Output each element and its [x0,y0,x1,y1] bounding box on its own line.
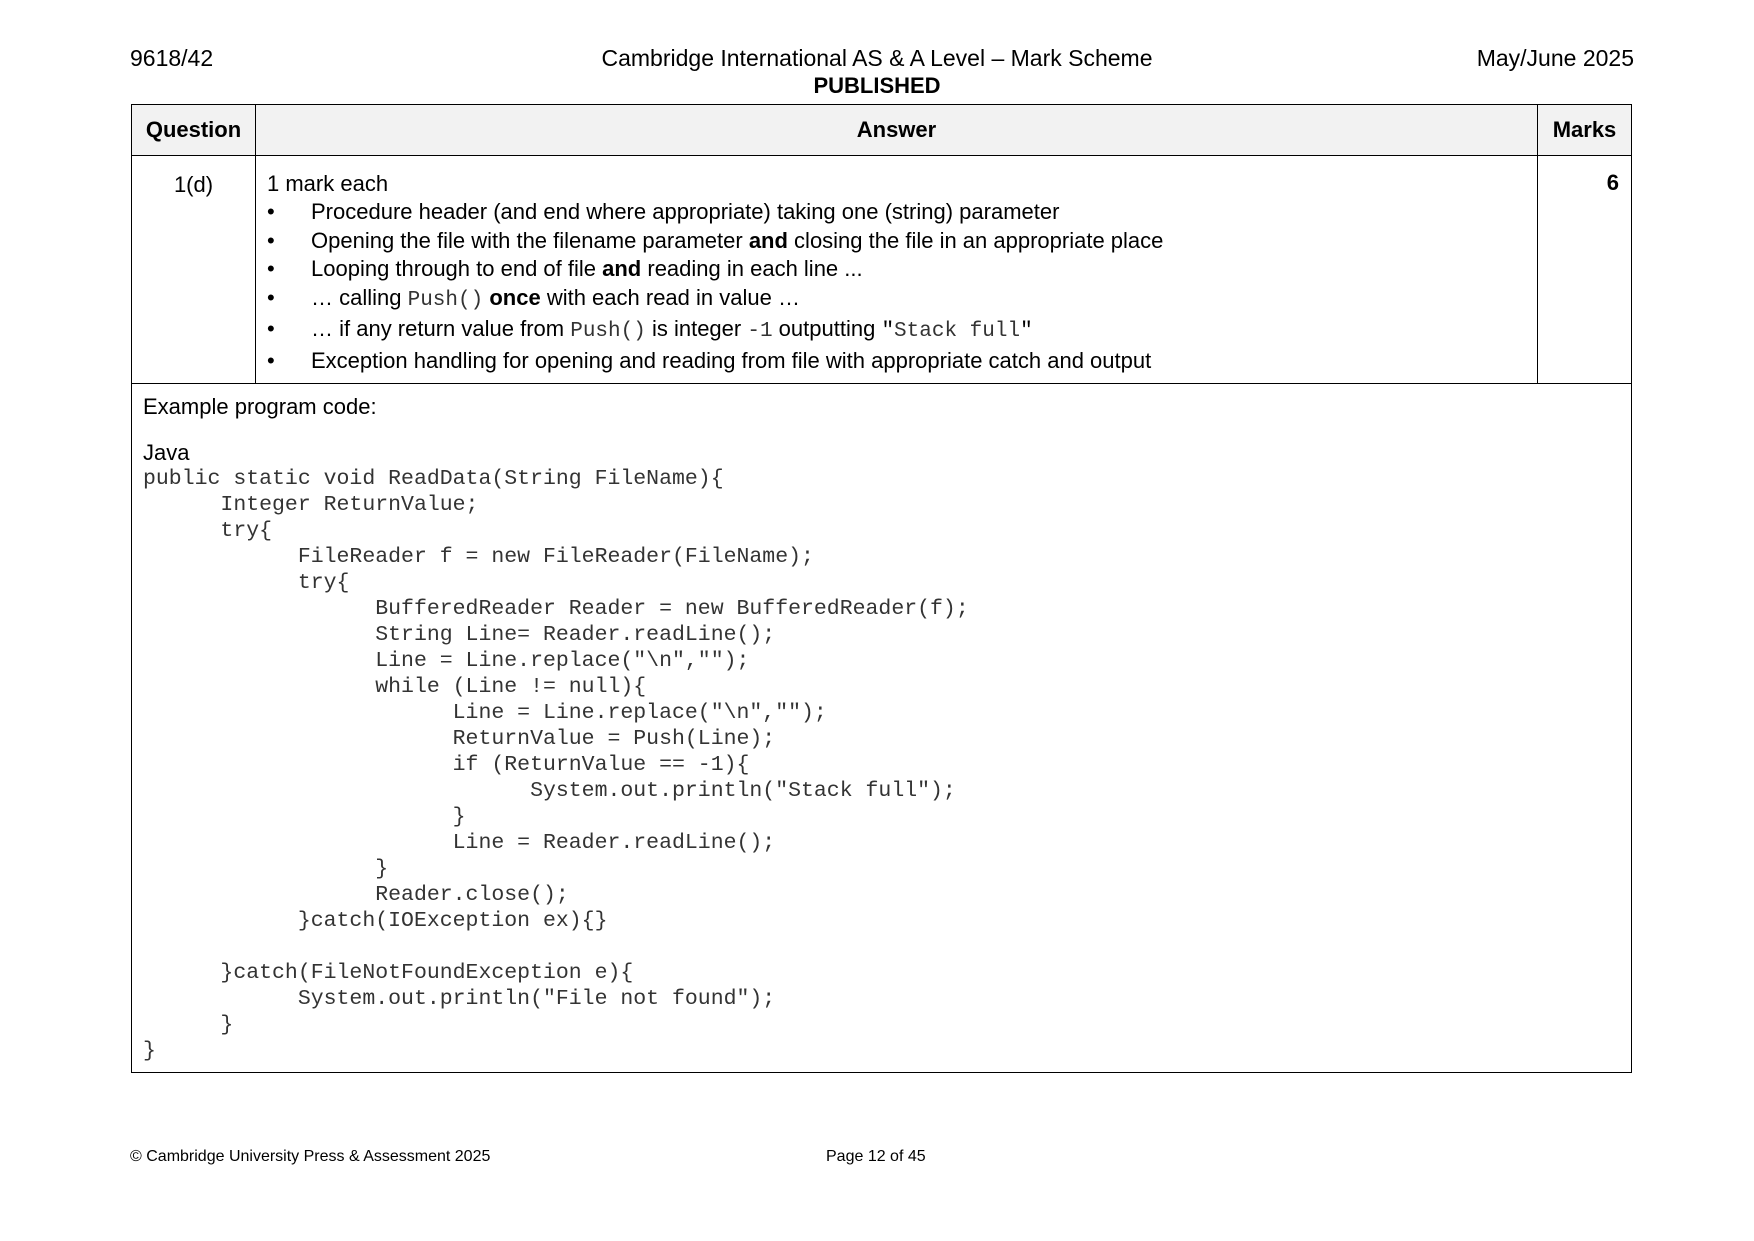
bullet-text: outputting [772,316,882,341]
list-item [267,255,1527,284]
quote-mark: " [881,320,895,343]
table-row [132,156,1632,384]
list-item [267,284,1527,316]
bullet-bold: and [748,227,788,253]
table-header-row [132,105,1632,156]
bullet-code: -1 [747,320,773,343]
page-number: Page 12 of 45 [826,1148,926,1165]
list-item [267,198,1527,227]
bullet-code: Push() [407,288,484,312]
bullet-bold: and [602,256,642,281]
question-header: Question [132,105,256,156]
bullet-text: Procedure header (and end where appropriate) taking one (string) parameter [311,199,1060,224]
bullet-code: Push() [570,320,646,343]
answer-cell [256,156,1538,384]
answer-intro: 1 mark each [267,171,389,196]
example-label: Example program code: [143,394,377,419]
marking-points-list [267,198,1527,375]
marks-header: Marks [1538,105,1632,156]
list-item [267,347,1527,376]
exam-session: May/June 2025 [1476,45,1634,71]
bullet-text: Looping through to end of file [311,256,603,281]
bullet-text: Opening the file with the filename parameter [311,227,749,253]
bullet-text: reading in each line ... [641,256,863,281]
bullet-text: Exception handling for opening and reading from file with appropriate catch and output [311,347,1152,373]
bullet-text: … if any return value from [311,316,571,341]
answer-header: Answer [256,105,1538,156]
mark-scheme-table [131,104,1632,1073]
list-item [267,227,1527,256]
copyright-notice: © Cambridge University Press & Assessment 2025 [130,1148,491,1165]
bullet-text: is integer [645,316,748,341]
bullet-code: Stack full [894,320,1021,343]
bullet-text: … calling [311,284,408,310]
language-label: Java [143,440,190,465]
code-block: public static void ReadData(String FileName){ Integer ReturnValue; try{ FileReader f = new FileReader(FileName); try{ BufferedReader Reader = new BufferedReader(f); String Line= Reader.readLine(); Line = Line.replace("\n",""); while (Line != null){ Line = Line.replace("\n",""); ReturnValue = Push(Line); if (ReturnValue == -1){ System.out.println("Stack full"); } Line = Reader.readLine(); } Reader.close(); }catch(IOException ex){} }catch(FileNotFoundException e){ System.out.println("File not found"); } } [143,467,969,1063]
bullet-text: with each read in value … [540,284,800,310]
bullet-text: closing the file in an appropriate place [787,227,1164,253]
marks-value: 6 [1538,156,1632,384]
paper-code: 9618/42 [130,45,214,71]
document-title-text: Cambridge International AS & A Level – Mark Scheme [601,45,1153,71]
list-item [267,315,1527,347]
example-code-row [132,384,1632,1073]
question-number: 1(d) [132,156,256,384]
quote-mark: " [1020,320,1033,343]
example-code-cell [132,384,1632,1073]
bullet-bold: once [489,284,541,310]
published-label: PUBLISHED [813,73,941,98]
